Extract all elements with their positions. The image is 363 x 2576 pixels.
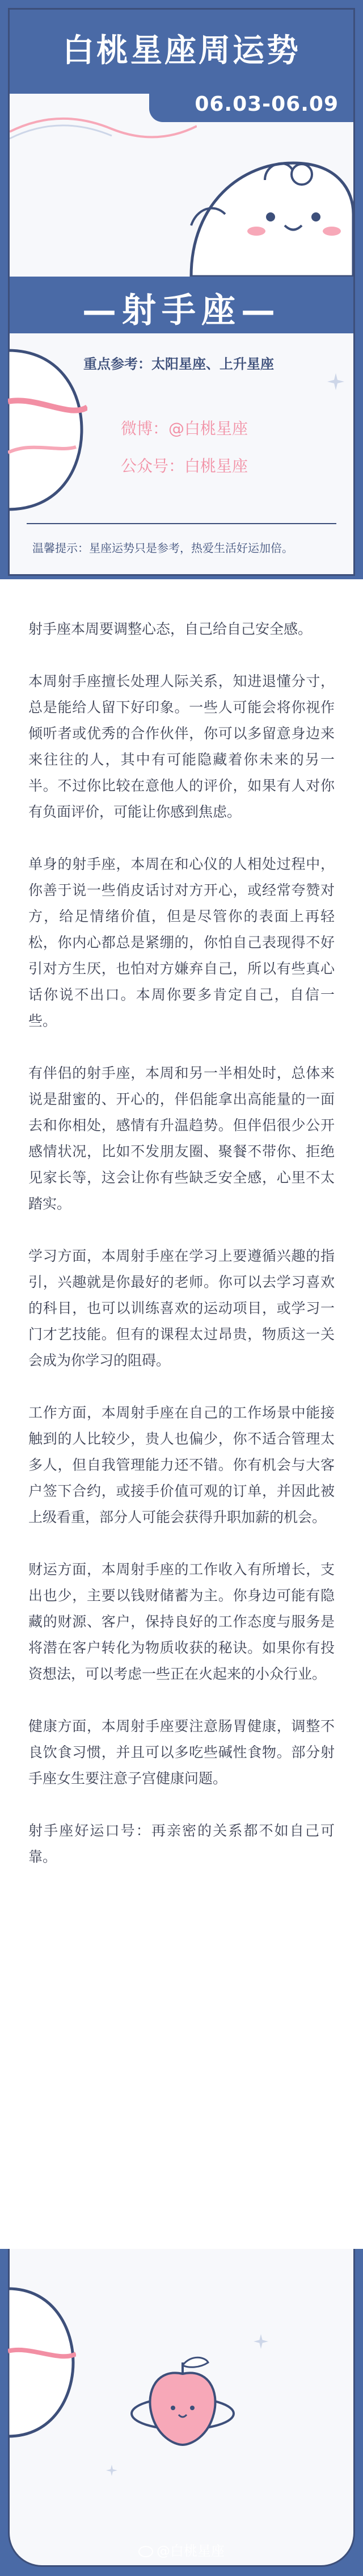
paragraph-study: 学习方面，本周射手座在学习上要遵循兴趣的指引，兴趣就是你最好的老师。你可以去学习喜欢的科目，也可以训练喜欢的运动项目，或学习一门才艺技能。但有的课程太过昂贵，物质这一关会成为你学习的阻碍。: [28, 1248, 335, 1369]
header-card: [8, 8, 355, 576]
weibo-icon: [138, 2546, 153, 2557]
planet-icon: [8, 2283, 76, 2442]
header: [0, 0, 363, 579]
paragraph-single: 单身的射手座，本周在和心仪的人相处过程中，你善于说一些俏皮话讨对方开心，或经常夸赞对方，给足情绪价值，但是尽管你的表面上再轻松，你内心都总是紧绷的，你怕自己表现得不好引对方生厌，也怕对方嫌弃自己，所以有些真心话你说不出口。本周你要多肯定自己，自信一些。: [28, 856, 335, 1029]
star-icon: [106, 2465, 117, 2476]
sign-name: —射手座—: [82, 291, 281, 331]
star-icon: [327, 373, 344, 390]
star-icon: [254, 2334, 268, 2349]
reference-note: 重点参考：太阳星座、上升星座: [83, 356, 274, 372]
date-range: 06.03-06.09: [195, 93, 339, 116]
paragraph-intro: 射手座本周要调整心态，自己给自己安全感。: [28, 621, 313, 637]
title-bar: [10, 10, 353, 94]
wave-decoration-icon: [10, 109, 197, 143]
wechat-account: 公众号：白桃星座: [121, 457, 248, 475]
footer-card: [8, 2249, 355, 2567]
sign-bar: [10, 277, 353, 333]
article-body: [28, 616, 335, 1896]
weibo-handle: 微博：@白桃星座: [121, 419, 248, 438]
paragraph-work: 工作方面，本周射手座在自己的工作场景中能接触到的人比较少，贵人也偏少，你不适合管理太多人，但自我管理能力还不错。你有机会与大客户签下合约，或接手价值可观的订单，并因此被上级看重，部分人可能会获得升职加薪的机会。: [28, 1404, 335, 1525]
footer: [0, 2249, 363, 2576]
ghost-mascot-icon: [180, 140, 353, 277]
peach-icon: [129, 2345, 237, 2459]
planet-icon: [8, 339, 87, 521]
paragraph-social: 本周射手座擅长处理人际关系，知进退懂分寸，总是能给人留下好印象。一些人可能会将你视作倾听者或优秀的合作伙伴，你可以多留意身边来来往往的人，其中有可能隐藏着你未来的另一半。不过你比较在意他人的评价，如果有人对你有负面评价，可能让你感到焦虑。: [28, 673, 335, 820]
divider: [27, 523, 336, 524]
paragraph-health: 健康方面，本周射手座要注意肠胃健康，调整不良饮食习惯，并且可以多吃些碱性食物。部分射手座女生要注意子宫健康问题。: [28, 1718, 335, 1787]
paragraph-slogan: 射手座好运口号：再亲密的关系都不如自己可靠。: [28, 1822, 335, 1865]
tip-note: 温馨提示：星座运势只是参考，热爱生活好运加倍。: [32, 541, 293, 555]
paragraph-partnered: 有伴侣的射手座，本周和另一半相处时，总体来说是甜蜜的、开心的，伴侣能拿出高能量的一面去和你相处，感情有升温趋势。但伴侣很少公开感情状况，比如不发朋友圈、聚餐不带你、拒绝见家长等，这会让你有些缺乏安全感，心里不太踏实。: [28, 1065, 335, 1212]
main-title: 白桃星座周运势: [62, 32, 301, 69]
watermark: [0, 2540, 363, 2560]
watermark-text: @白桃星座: [157, 2543, 225, 2559]
paragraph-wealth: 财运方面，本周射手座的工作收入有所增长，支出也少，主要以钱财储蓄为主。你身边可能有隐藏的财源、客户，保持良好的工作态度与服务是将潜在客户转化为物质收获的秘诀。如果你有投资想法，可以考虑一些正在火起来的小众行业。: [28, 1561, 335, 1682]
